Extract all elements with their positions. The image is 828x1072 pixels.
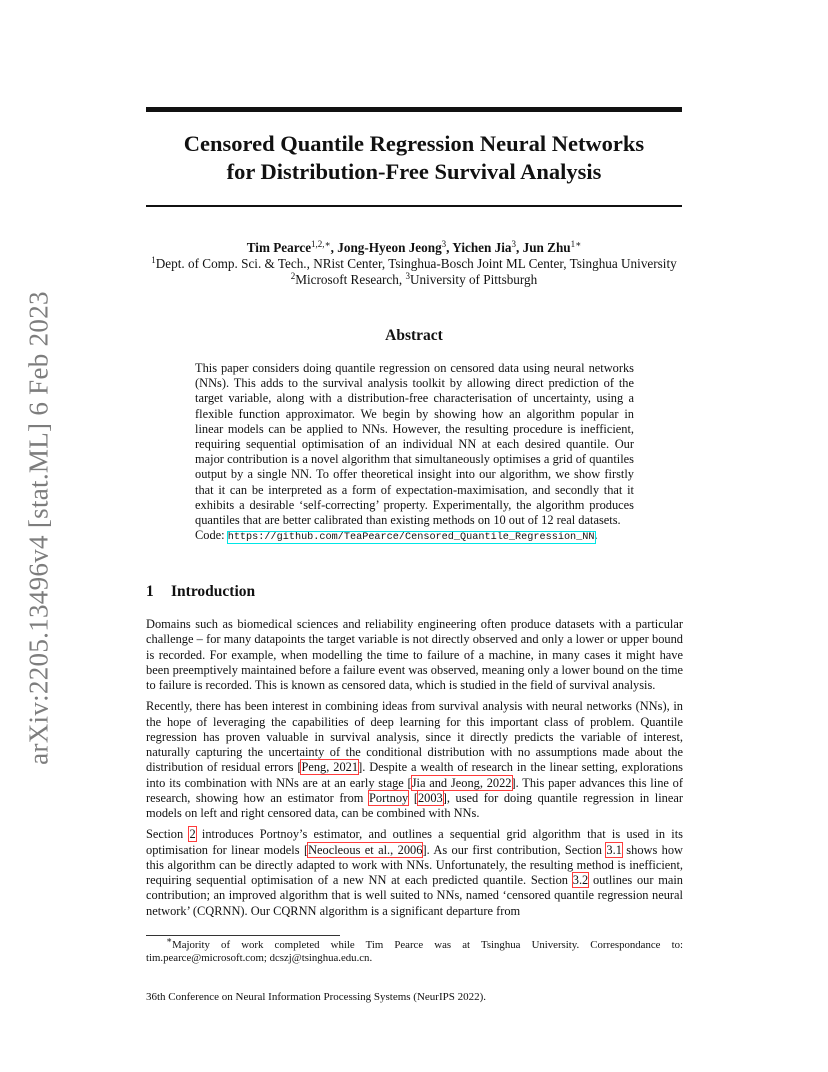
footnote-mark: ∗ [166, 935, 173, 945]
citation-link[interactable]: Portnoy [369, 790, 409, 805]
text-run: shows how this algorithm can be directly adapted to work with NNs. Unfortunately, the resulting method is inefficient, requiring sequential optimisation of a new NN at each predicted quantile. Section [146, 842, 684, 887]
section-number: 1 [146, 583, 154, 600]
abstract-code-line [195, 528, 634, 545]
author-names: Tim Pearce$^{1,2,∗}$, Jong-Hyeon Jeong$^3$, Yichen Jia$^3$, Jun Zhu$^{1∗}$ [246, 239, 582, 255]
abstract-text: This paper considers doing quantile regression on censored data using neural networks (NNs). This adds to the survival analysis toolkit by allowing direct prediction of the target variable, along with a distribution-free characterisation of uncertainty, using a flexible function approximator. We begin by showing how an algorithm popular in linear models can be applied to NNs. However, the resulting procedure is inefficient, requiring sequential optimisation of an individual NN at each desired quantile. Our major contribution is a novel algorithm that simultaneously optimises a grid of quantiles output by a single NN. To offer theoretical insight into our algorithm, we show firstly that it can be interpreted as a form of expectation-maximisation, and secondly that it exhibits a desirable ‘self-correcting’ property. Experimentally, the algorithm produces quantiles that are better calibrated than existing methods on 10 out of 12 real datasets. [195, 361, 634, 528]
author-name: Jong-Hyeon Jeong [337, 240, 442, 255]
affiliation-1 [120, 256, 708, 272]
text-run: ]. This paper advances this line of research, showing how an estimator from [146, 775, 683, 805]
affiliation-sup: 3 [405, 271, 410, 281]
affiliation-sup: 2 [290, 271, 296, 281]
title-top-rule [146, 107, 682, 112]
citation-link[interactable]: Peng, 2021 [301, 760, 359, 775]
title-line-2: for Distribution-Free Survival Analysis [226, 159, 602, 184]
text-run: outlines our main contribution; an improved algorithm that is well suited to NNs, named ‘censored quantile regression neural network’ (CQRNN). Our CQRNN algorithm is a significant departure from [146, 873, 683, 918]
author-block [120, 240, 708, 288]
affiliation-text: Dept. of Comp. Sci. & Tech., NRist Center, Tsinghua-Bosch Joint ML Center, Tsinghua University [155, 256, 677, 271]
section-heading-introduction [146, 583, 255, 601]
paragraph: Domains such as biomedical sciences and reliability engineering often produce datasets with a particular challenge – for many datapoints the target variable is not directly observed and only a lower or upper bound is recorded. For example, when modelling the time to failure of a machine, in many cases it might have been preemptively maintained before a failure event was observed, meaning only a lower bound on the time to failure is recorded. This is known as censored data, which is studied in the field of survival analysis. [146, 617, 683, 692]
text-run: [ [408, 790, 418, 805]
code-label: Code: [195, 528, 228, 543]
section-reference-link[interactable]: 3.1 [606, 842, 622, 857]
affiliation-text: University of Pittsburgh [409, 272, 538, 287]
abstract-heading: Abstract [385, 327, 443, 344]
code-repository-link[interactable]: https://github.com/TeaPearce/Censored_Quantile_Regression_NN [227, 532, 595, 544]
text-run: ], used for doing quantile regression in linear models on left and right censored data, can be combined with NNs. [146, 790, 683, 820]
text-run: Recently, there has been interest in combining ideas from survival analysis with neural networks (NNs), in the hope of leveraging the capabilities of deep learning for this important class of problem. Quantile regression has proven valuable in survival analysis, since it directly predicts the variable of interest, naturally capturing the uncertainty of the conditional distribution with no assumptions made about the distribution of residual errors [ [146, 699, 683, 775]
text-run: ]. Despite a wealth of research in the linear setting, explorations into its combination with NNs are at an early stage [ [146, 760, 683, 790]
section-title: Introduction [171, 583, 256, 600]
author-sup: 3 [511, 239, 517, 249]
author-sup: 3 [441, 239, 447, 249]
footnote-text [146, 935, 683, 966]
text-run: ]. As our first contribution, Section [422, 842, 607, 857]
affiliation-2 [120, 272, 708, 288]
paragraph [146, 827, 683, 919]
abstract-body [195, 361, 634, 545]
author-sup: 1∗ [570, 239, 582, 249]
section-reference-link[interactable]: 2 [189, 827, 196, 842]
author-sup: 1,2,∗ [311, 239, 331, 249]
author-name: Tim Pearce [246, 240, 312, 255]
citation-link[interactable]: Jia and Jeong, 2022 [411, 775, 512, 790]
footnote [146, 935, 683, 966]
title-line-1: Censored Quantile Regression Neural Networks [183, 131, 645, 156]
code-end: . [594, 528, 598, 543]
paper-title [146, 130, 682, 186]
affiliation-sup: 1 [151, 255, 156, 265]
text-run: introduces Portnoy’s estimator, and outlines a sequential grid algorithm that is used in its optimisation for linear models [ [146, 827, 684, 857]
paragraph [146, 699, 683, 821]
title-bottom-rule [146, 205, 682, 207]
introduction-body [146, 617, 683, 925]
citation-link[interactable]: Neocleous et al., 2006 [308, 842, 423, 857]
footnote-rule [146, 935, 340, 936]
footnote-body: Majority of work completed while Tim Pearce was at Tsinghua University. Correspondance to: tim.pearce@microsoft.com; dcszj@tsinghua.edu.cn. [146, 939, 683, 965]
section-reference-link[interactable]: 3.2 [572, 873, 589, 887]
conference-note: 36th Conference on Neural Information Processing Systems (NeurIPS 2022). [146, 991, 487, 1003]
author-name: Jun Zhu [522, 240, 571, 255]
arxiv-identifier-text: arXiv:2205.13496v4 [stat.ML] 6 Feb 2023 [23, 291, 54, 765]
author-name: Yichen Jia [452, 240, 512, 255]
citation-link[interactable]: 2003 [417, 790, 443, 805]
affiliation-text: Microsoft Research, [295, 272, 406, 287]
text-run: Section [146, 827, 190, 842]
